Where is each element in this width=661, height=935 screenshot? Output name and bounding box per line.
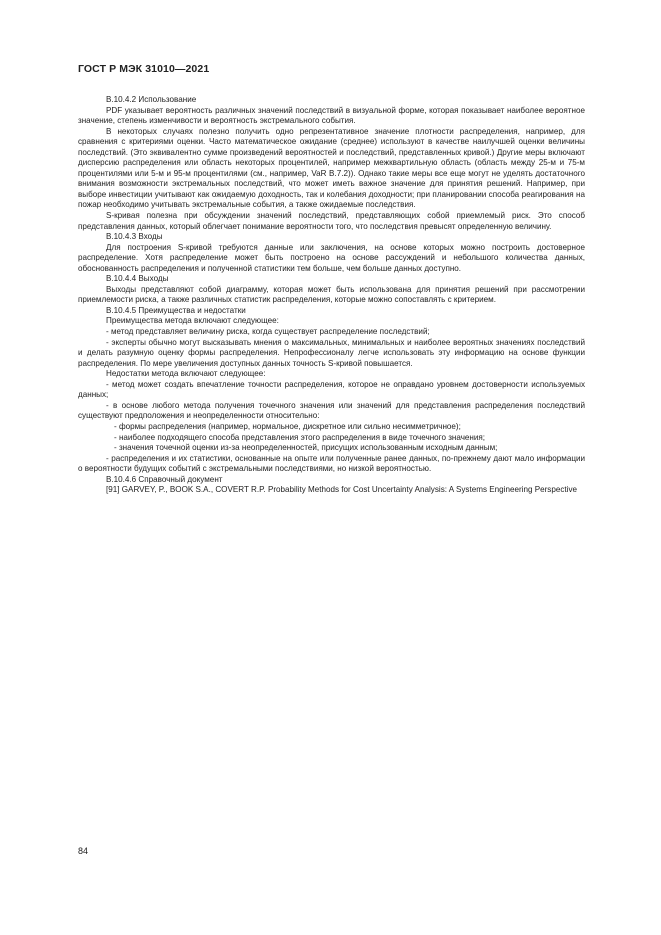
section-heading: B.10.4.2 Использование: [106, 95, 197, 104]
sub-list-item: - значения точечной оценки из-за неопределенностей, присущих использованным исходным данным;: [114, 443, 498, 453]
paragraph: Для построения S-кривой требуются данные или заключения, на основе которых можно построить достоверное распределение. Хотя распределение может быть построено на основе рассуждений и небольшого количества данных, обоснованность распределения и полученной статистики тем больше, чем больше данных доступно.: [78, 242, 585, 273]
reference-entry: [91] GARVEY, P., BOOK S.A., COVERT R.P. Probability Methods for Cost Uncertainty Analysis: A Systems Engineering Perspective: [106, 485, 578, 495]
list-intro: Преимущества метода включают следующее:: [106, 316, 279, 326]
list-item: - в основе любого метода получения точечного значения или значений для представления распределения последствий существуют предположения и неопределенности относительно:: [78, 400, 585, 421]
section-heading: B.10.4.6 Справочный документ: [106, 474, 223, 484]
list-item: - метод представляет величину риска, когда существует распределение последствий;: [106, 327, 430, 337]
section-heading: B.10.4.4 Выходы: [106, 274, 169, 284]
paragraph: Выходы представляют собой диаграмму, которая может быть использована для принятия решений при рассмотрении приемлемости риска, а также различных статистик распределения, которые можно сопоставлять с критерием.: [78, 284, 585, 305]
document-body: [78, 95, 585, 496]
document-header: ГОСТ Р МЭК 31010—2021: [78, 63, 210, 75]
section-heading: B.10.4.3 Входы: [106, 232, 163, 242]
sub-list-item: - наиболее подходящего способа представления этого распределения в виде точечного значения;: [114, 432, 486, 442]
list-intro: Недостатки метода включают следующее:: [106, 369, 266, 379]
list-item: - метод может создать впечатление точности распределения, которое не оправдано уровнем достоверности используемых данных;: [78, 379, 585, 400]
paragraph: S-кривая полезна при обсуждении значений последствий, представляющих собой приемлемый риск. Это способ представления данных, который облегчает понимание вероятности того, что последствия превысят определенную величину.: [78, 211, 585, 231]
page-number: 84: [78, 846, 89, 856]
list-item: - распределения и их статистики, основанные на опыте или полученные ранее данных, по-прежнему дают мало информации о вероятности будущих событий с экстремальными последствиями, но низкой вероятностью.: [78, 453, 585, 474]
list-item: - эксперты обычно могут высказывать мнения о максимальных, минимальных и наиболее вероятных значениях последствий и делать разумную оценку формы распределения. Непрофессионалу легче использовать эту информацию на основе функции распределения. По мере увеличения доступных данных точность S-кривой повышается.: [78, 337, 585, 368]
section-heading: B.10.4.5 Преимущества и недостатки: [106, 305, 246, 315]
sub-list-item: - формы распределения (например, нормальное, дискретное или сильно несимметричное);: [114, 421, 461, 431]
paragraph: В некоторых случаях полезно получить одно репрезентативное значение плотности распределения, например, для сравнения с критериями оценки. Часто математическое ожидание (среднее) используют в качестве наилучшей оценки величины последствий. (Это эквивалентно сумме произведений вероятностей и последствий, представленных кривой.) Другие меры включают дисперсию распределения или область некоторых процентилей, например межквартильную область (область между 25-м и 75-м процентилями или 5-м и 95-м процентилями (см., например, VaR B.7.2)). Однако такие меры все еще могут не уделять достаточного внимания возможности экстремальных последствий, что может иметь важное значение для принятия решений. Например, при выборе инвестиции учитывают как ожидаемую доходность, так и колебания доходности; при планировании способа реагирования на пожар необходимо учитывать экстремальные события, а также ожидаемые последствия.: [78, 126, 585, 210]
paragraph: PDF указывает вероятность различных значений последствий в визуальной форме, которая показывает наиболее вероятное значение, степень изменчивости и вероятность экстремального события.: [78, 105, 585, 126]
